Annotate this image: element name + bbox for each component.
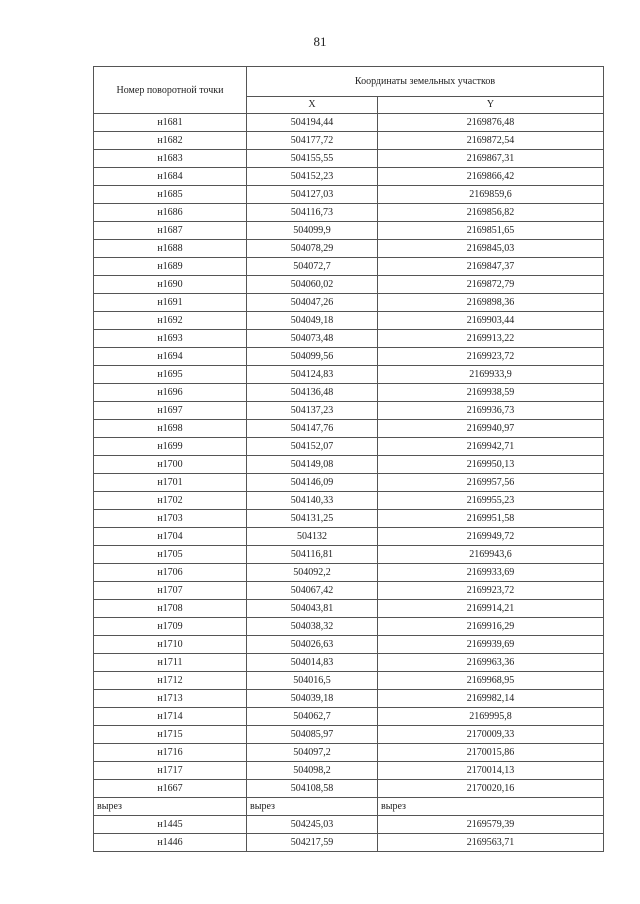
cell-x: 504177,72 — [247, 132, 378, 150]
table-row — [94, 276, 604, 294]
coordinates-table — [93, 66, 604, 852]
table-row — [94, 348, 604, 366]
cell-x: 504039,18 — [247, 690, 378, 708]
cell-y: 2169933,69 — [378, 564, 604, 582]
cell-y: 2169579,39 — [378, 816, 604, 834]
cell-point: н1690 — [94, 276, 247, 294]
cell-x: 504146,09 — [247, 474, 378, 492]
cell-y: 2169955,23 — [378, 492, 604, 510]
cell-y: 2169898,36 — [378, 294, 604, 312]
cell-x: 504136,48 — [247, 384, 378, 402]
table-row — [94, 168, 604, 186]
cell-point: н1682 — [94, 132, 247, 150]
cell-x: 504152,07 — [247, 438, 378, 456]
cell-x: 504049,18 — [247, 312, 378, 330]
cell-point: н1706 — [94, 564, 247, 582]
cell-x: 504067,42 — [247, 582, 378, 600]
cell-y: 2169563,71 — [378, 834, 604, 852]
cell-point: н1693 — [94, 330, 247, 348]
cell-x: 504147,76 — [247, 420, 378, 438]
cell-y: 2169914,21 — [378, 600, 604, 618]
cell-y: 2169982,14 — [378, 690, 604, 708]
cell-x: 504194,44 — [247, 114, 378, 132]
cell-x: вырез — [247, 798, 378, 816]
table-row — [94, 636, 604, 654]
cell-y: 2170015,86 — [378, 744, 604, 762]
cell-y: 2170009,33 — [378, 726, 604, 744]
cell-x: 504026,63 — [247, 636, 378, 654]
header-x: X — [247, 96, 378, 113]
cell-point: н1708 — [94, 600, 247, 618]
table-row — [94, 384, 604, 402]
cell-point: н1689 — [94, 258, 247, 276]
cell-x: 504245,03 — [247, 816, 378, 834]
table-row — [94, 114, 604, 132]
cell-x: 504108,58 — [247, 780, 378, 798]
header-point-number: Номер поворотной точки — [94, 67, 247, 114]
table-row — [94, 744, 604, 762]
cell-y: вырез — [378, 798, 604, 816]
table-row — [94, 528, 604, 546]
table-row — [94, 456, 604, 474]
cell-point: н1715 — [94, 726, 247, 744]
cell-y: 2169995,8 — [378, 708, 604, 726]
table-row — [94, 294, 604, 312]
table-row — [94, 312, 604, 330]
cell-y: 2169851,65 — [378, 222, 604, 240]
cell-y: 2169916,29 — [378, 618, 604, 636]
table-row — [94, 366, 604, 384]
cell-y: 2170020,16 — [378, 780, 604, 798]
cell-point: н1716 — [94, 744, 247, 762]
cell-y: 2169845,03 — [378, 240, 604, 258]
cell-point: н1694 — [94, 348, 247, 366]
cell-point: н1692 — [94, 312, 247, 330]
cell-point: н1696 — [94, 384, 247, 402]
table-row — [94, 258, 604, 276]
cell-point: н1667 — [94, 780, 247, 798]
cell-x: 504047,26 — [247, 294, 378, 312]
cell-x: 504099,56 — [247, 348, 378, 366]
cell-x: 504149,08 — [247, 456, 378, 474]
cell-y: 2169942,71 — [378, 438, 604, 456]
cell-y: 2169923,72 — [378, 348, 604, 366]
cell-x: 504116,81 — [247, 546, 378, 564]
cell-x: 504092,2 — [247, 564, 378, 582]
cell-x: 504131,25 — [247, 510, 378, 528]
table-row — [94, 204, 604, 222]
cell-x: 504016,5 — [247, 672, 378, 690]
cell-point: н1710 — [94, 636, 247, 654]
cell-point: н1681 — [94, 114, 247, 132]
cell-x: 504085,97 — [247, 726, 378, 744]
header-coordinates: Координаты земельных участков — [247, 67, 604, 97]
cell-y: 2169872,79 — [378, 276, 604, 294]
cell-point: н1688 — [94, 240, 247, 258]
cell-x: 504137,23 — [247, 402, 378, 420]
cell-y: 2169856,82 — [378, 204, 604, 222]
table-row — [94, 438, 604, 456]
cell-x: 504132 — [247, 528, 378, 546]
cell-y: 2169938,59 — [378, 384, 604, 402]
cell-y: 2169859,6 — [378, 186, 604, 204]
cell-point: н1707 — [94, 582, 247, 600]
header-y: Y — [378, 96, 604, 113]
cell-x: 504099,9 — [247, 222, 378, 240]
cell-y: 2169933,9 — [378, 366, 604, 384]
table-row — [94, 330, 604, 348]
cell-point: н1446 — [94, 834, 247, 852]
cell-point: н1685 — [94, 186, 247, 204]
cell-x: 504152,23 — [247, 168, 378, 186]
cell-x: 504043,81 — [247, 600, 378, 618]
table-row — [94, 816, 604, 834]
table-row — [94, 708, 604, 726]
cell-x: 504124,83 — [247, 366, 378, 384]
cell-y: 2169867,31 — [378, 150, 604, 168]
cell-point: н1695 — [94, 366, 247, 384]
cell-y: 2169957,56 — [378, 474, 604, 492]
table-row — [94, 402, 604, 420]
table-row — [94, 132, 604, 150]
cell-y: 2169939,69 — [378, 636, 604, 654]
cell-point: н1713 — [94, 690, 247, 708]
cell-x: 504062,7 — [247, 708, 378, 726]
cell-y: 2169951,58 — [378, 510, 604, 528]
table-row — [94, 474, 604, 492]
cell-y: 2169923,72 — [378, 582, 604, 600]
table-row — [94, 600, 604, 618]
table-row — [94, 510, 604, 528]
cell-x: 504038,32 — [247, 618, 378, 636]
cell-point: н1700 — [94, 456, 247, 474]
table-row — [94, 150, 604, 168]
table-row — [94, 222, 604, 240]
cell-x: 504140,33 — [247, 492, 378, 510]
cell-point: н1445 — [94, 816, 247, 834]
cell-point: н1704 — [94, 528, 247, 546]
cell-y: 2170014,13 — [378, 762, 604, 780]
cell-point: н1714 — [94, 708, 247, 726]
cell-y: 2169968,95 — [378, 672, 604, 690]
table-row — [94, 582, 604, 600]
cell-x: 504155,55 — [247, 150, 378, 168]
cell-point: н1702 — [94, 492, 247, 510]
table-row — [94, 672, 604, 690]
cell-x: 504116,73 — [247, 204, 378, 222]
cell-y: 2169913,22 — [378, 330, 604, 348]
table-row — [94, 780, 604, 798]
cell-point: н1684 — [94, 168, 247, 186]
cell-point: вырез — [94, 798, 247, 816]
cell-y: 2169940,97 — [378, 420, 604, 438]
table-row — [94, 798, 604, 816]
page-number: 81 — [313, 34, 327, 49]
cell-point: н1711 — [94, 654, 247, 672]
cell-point: н1686 — [94, 204, 247, 222]
cell-point: н1701 — [94, 474, 247, 492]
cell-x: 504072,7 — [247, 258, 378, 276]
table-row — [94, 240, 604, 258]
cell-point: н1712 — [94, 672, 247, 690]
table-row — [94, 564, 604, 582]
cell-x: 504073,48 — [247, 330, 378, 348]
cell-x: 504078,29 — [247, 240, 378, 258]
cell-point: н1699 — [94, 438, 247, 456]
cell-y: 2169876,48 — [378, 114, 604, 132]
cell-x: 504014,83 — [247, 654, 378, 672]
cell-y: 2169950,13 — [378, 456, 604, 474]
table-row — [94, 762, 604, 780]
cell-x: 504060,02 — [247, 276, 378, 294]
cell-x: 504097,2 — [247, 744, 378, 762]
cell-point: н1691 — [94, 294, 247, 312]
cell-point: н1703 — [94, 510, 247, 528]
table-row — [94, 726, 604, 744]
cell-y: 2169872,54 — [378, 132, 604, 150]
cell-point: н1709 — [94, 618, 247, 636]
table-row — [94, 492, 604, 510]
cell-point: н1705 — [94, 546, 247, 564]
cell-y: 2169903,44 — [378, 312, 604, 330]
cell-x: 504127,03 — [247, 186, 378, 204]
table-row — [94, 690, 604, 708]
cell-y: 2169949,72 — [378, 528, 604, 546]
table-row — [94, 546, 604, 564]
cell-point: н1697 — [94, 402, 247, 420]
cell-y: 2169936,73 — [378, 402, 604, 420]
cell-point: н1698 — [94, 420, 247, 438]
table-row — [94, 654, 604, 672]
cell-point: н1683 — [94, 150, 247, 168]
table-row — [94, 186, 604, 204]
cell-y: 2169866,42 — [378, 168, 604, 186]
cell-y: 2169943,6 — [378, 546, 604, 564]
cell-point: н1687 — [94, 222, 247, 240]
table-row — [94, 420, 604, 438]
cell-y: 2169847,37 — [378, 258, 604, 276]
cell-x: 504098,2 — [247, 762, 378, 780]
cell-x: 504217,59 — [247, 834, 378, 852]
cell-point: н1717 — [94, 762, 247, 780]
cell-y: 2169963,36 — [378, 654, 604, 672]
table-row — [94, 834, 604, 852]
table-row — [94, 618, 604, 636]
